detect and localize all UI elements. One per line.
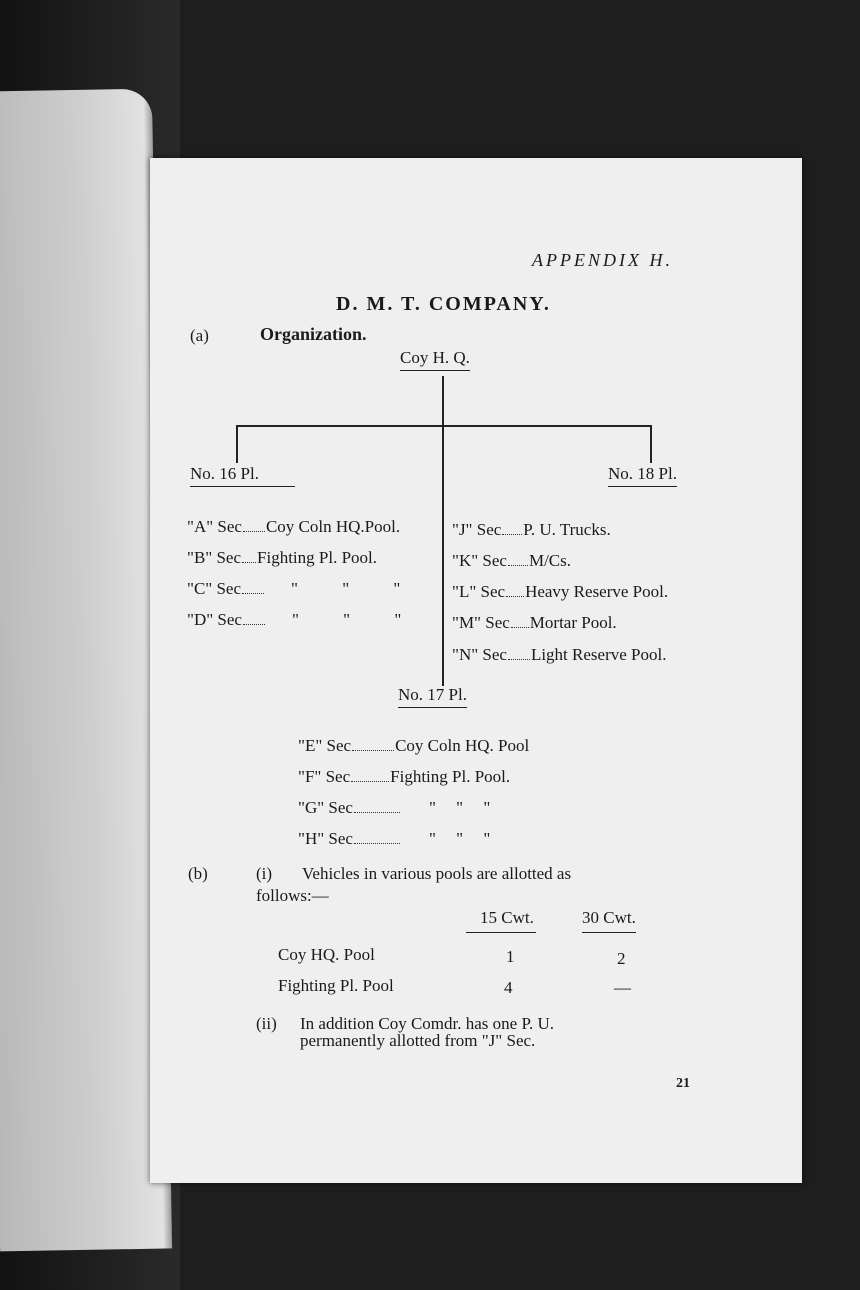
- organization-heading: Organization.: [260, 324, 367, 344]
- list-item: "D" Sec " " ": [187, 610, 422, 629]
- list-item: "A" Sec Coy Coln HQ.Pool.: [187, 517, 401, 536]
- list-item: "C" Sec " " ": [187, 579, 421, 598]
- platoon-16-node: No. 16 Pl.: [190, 464, 295, 487]
- list-item: "L" Sec Heavy Reserve Pool.: [452, 582, 669, 601]
- item-ii-text-continued: permanently allotted from "J" Sec.: [300, 1031, 536, 1050]
- coy-hq-node: Coy H. Q.: [400, 348, 470, 371]
- table-cell-15cwt: 1: [506, 947, 515, 966]
- item-i-text: Vehicles in various pools are allotted as: [302, 864, 572, 883]
- document-page: [150, 158, 802, 1183]
- list-item: "M" Sec Mortar Pool.: [452, 613, 617, 632]
- item-i-label: (i): [256, 864, 273, 883]
- list-item: "G" Sec " " ": [298, 798, 499, 817]
- page-title: D. M. T. COMPANY.: [336, 293, 551, 315]
- list-item: "K" Sec M/Cs.: [452, 551, 571, 570]
- list-item: "J" Sec P. U. Trucks.: [452, 520, 611, 539]
- col-header-30cwt: 30 Cwt.: [582, 908, 636, 933]
- list-item: "H" Sec " " ": [298, 829, 499, 848]
- chart-line-horizontal: [236, 425, 652, 427]
- table-row-pool: Fighting Pl. Pool: [278, 976, 394, 995]
- chart-line-trunk: [442, 376, 444, 686]
- table-cell-30cwt: 2: [617, 949, 626, 968]
- table-cell-15cwt: 4: [504, 978, 513, 997]
- appendix-label: APPENDIX H.: [532, 250, 673, 270]
- chart-line-right-drop: [650, 425, 652, 463]
- platoon-17-node: No. 17 Pl.: [398, 685, 467, 708]
- item-ii-label: (ii): [256, 1014, 277, 1033]
- list-item: "E" Sec Coy Coln HQ. Pool: [298, 736, 530, 755]
- item-ii-text: In addition Coy Comdr. has one P. U.: [300, 1014, 555, 1033]
- table-row-pool: Coy HQ. Pool: [278, 945, 375, 964]
- platoon-18-node: No. 18 Pl.: [608, 464, 677, 487]
- item-i-text-continued: follows:—: [256, 886, 329, 905]
- col-header-15cwt: 15 Cwt.: [466, 908, 536, 933]
- section-a-label: (a): [190, 326, 209, 345]
- list-item: "N" Sec Light Reserve Pool.: [452, 645, 667, 664]
- list-item: "F" Sec Fighting Pl. Pool.: [298, 767, 511, 786]
- table-cell-30cwt: —: [614, 978, 631, 997]
- list-item: "B" Sec Fighting Pl. Pool.: [187, 548, 377, 567]
- left-page-edge: [0, 89, 172, 1252]
- page-number: 21: [676, 1076, 690, 1091]
- chart-line-left-drop: [236, 425, 238, 463]
- section-b-label: (b): [188, 864, 208, 883]
